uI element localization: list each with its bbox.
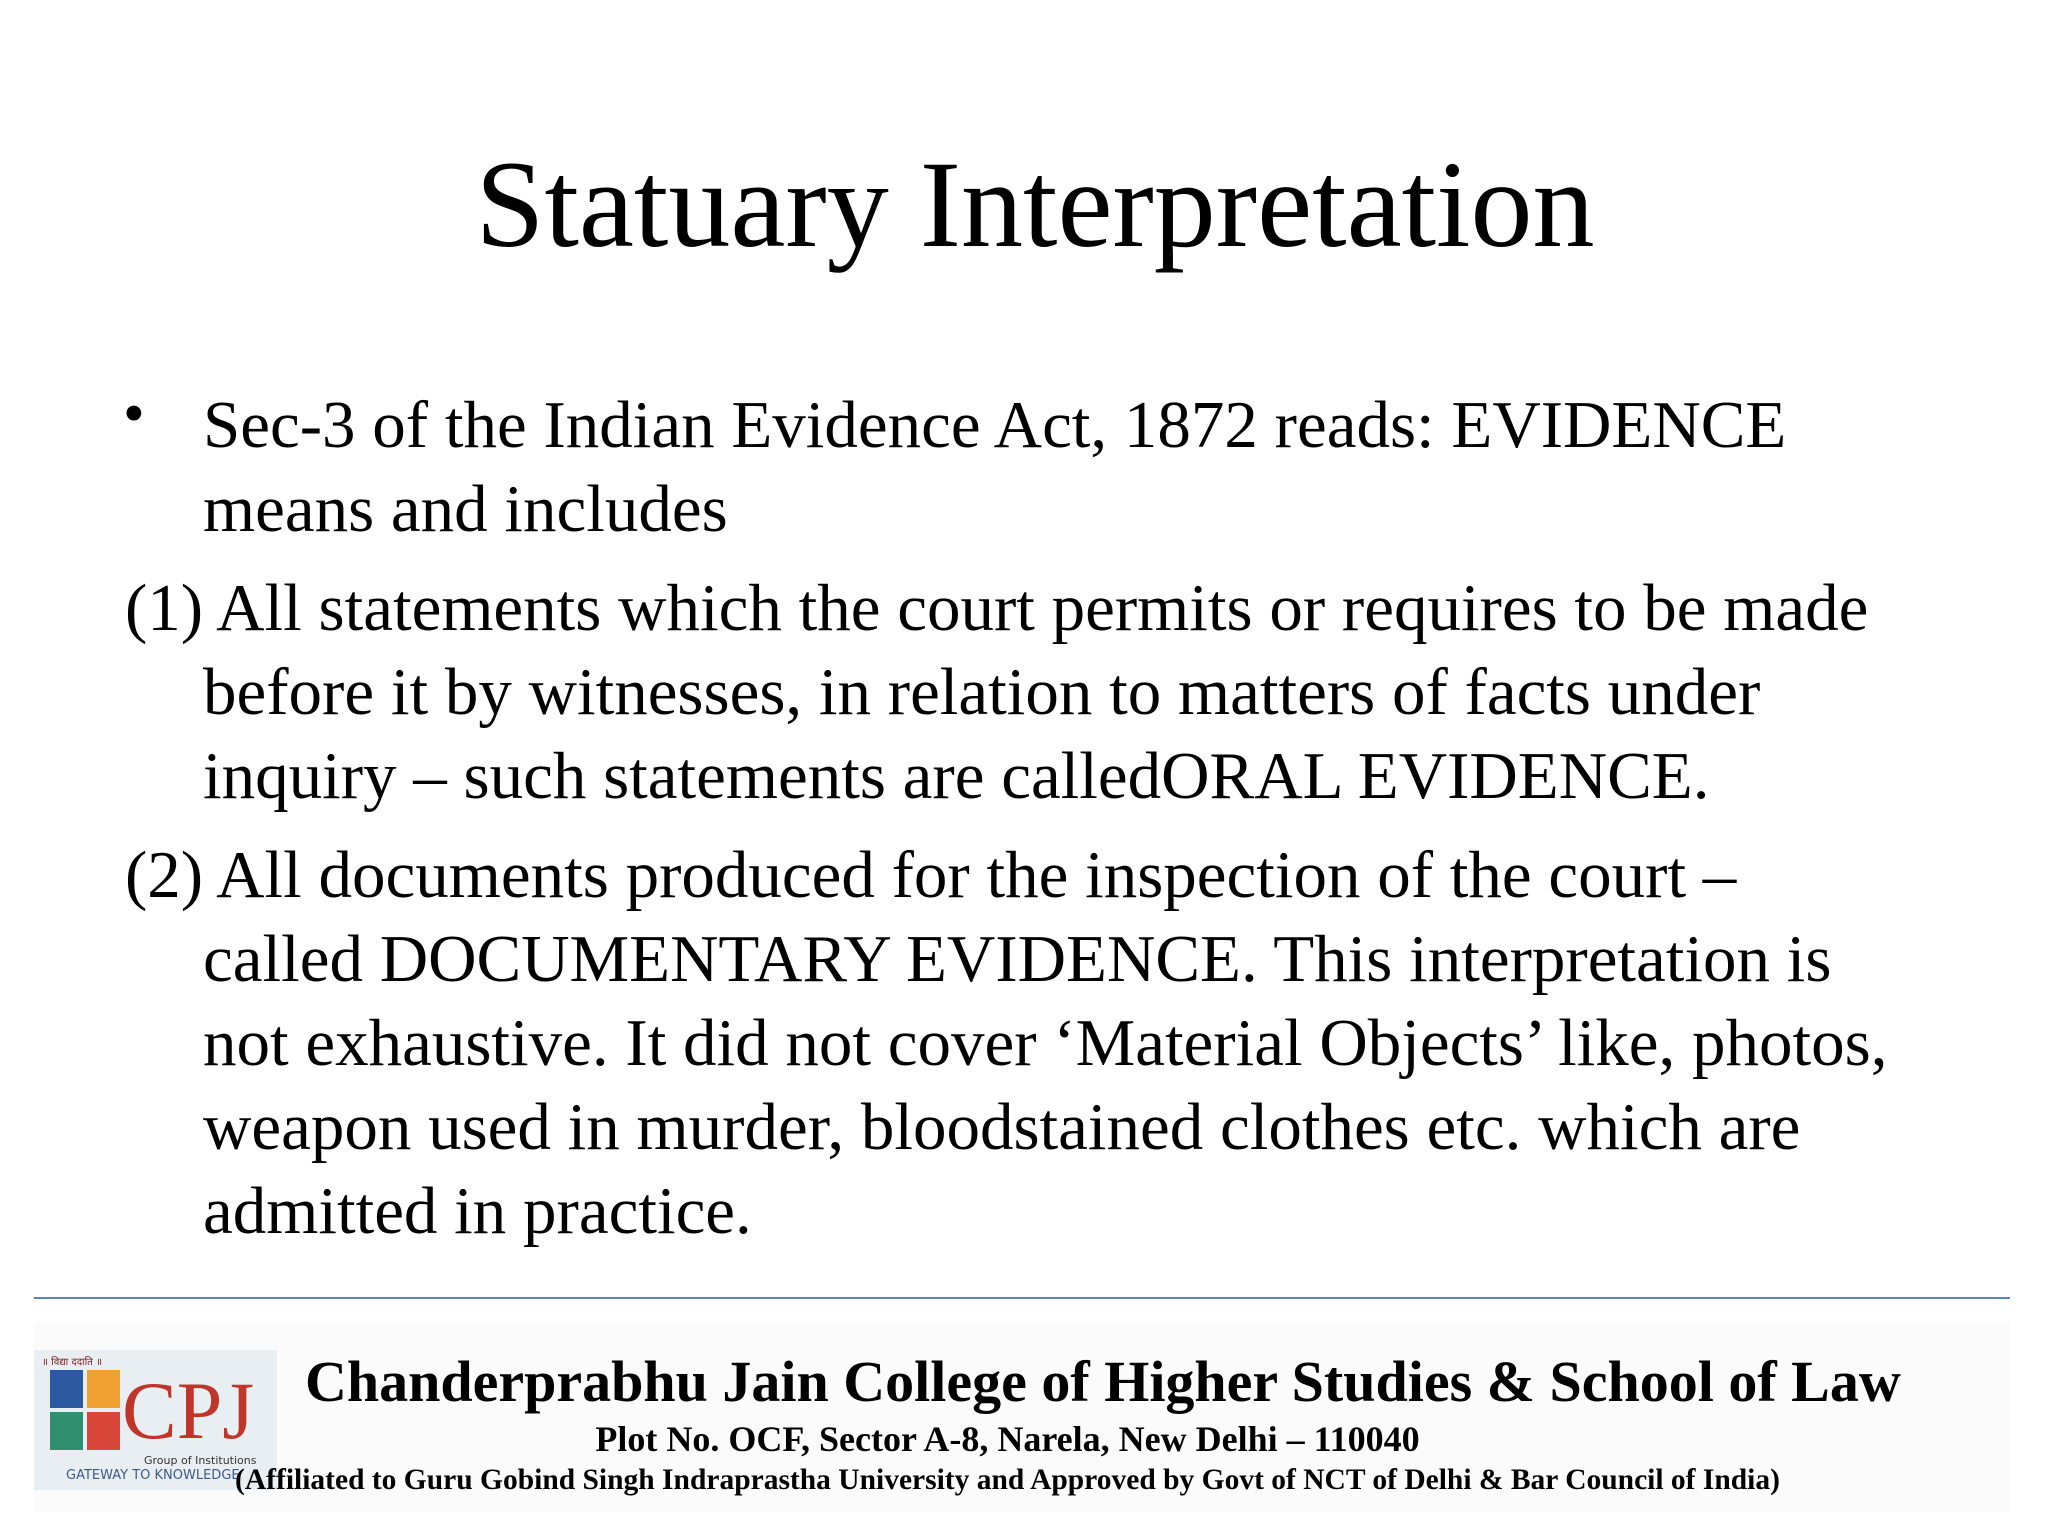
logo-tagline-icon: ॥ विद्या ददाति ॥ [42, 1357, 103, 1368]
logo-gateway-text: GATEWAY TO KNOWLEDGE [66, 1468, 240, 1483]
body-line: inquiry – such statements are calledORAL EVIDENCE. [203, 739, 1710, 813]
body-line: before it by witnesses, in relation to matters of facts under [203, 655, 1761, 729]
college-name: Chanderprabhu Jain College of Higher Studies & School of Law [305, 1349, 1901, 1414]
body-line: Sec-3 of the Indian Evidence Act, 1872 reads: EVIDENCE [203, 388, 1787, 462]
body-line: weapon used in murder, bloodstained clothes etc. which are [203, 1090, 1801, 1164]
graduation-cap-icon [50, 1370, 83, 1408]
slide-title: Statuary Interpretation [475, 136, 1595, 273]
footer-divider [34, 1297, 2010, 1299]
body-line: admitted in practice. [203, 1174, 752, 1248]
body-line: (2) All documents produced for the inspection of the court – [125, 838, 1737, 912]
logo-letters: CPJ [122, 1365, 255, 1456]
body-line: called DOCUMENTARY EVIDENCE. This interpretation is [203, 922, 1832, 996]
college-affiliation: (Affiliated to Guru Gobind Singh Indraprastha University and Approved by Govt of NCT of Delhi & Bar Council of India) [235, 1464, 1780, 1496]
bullet-icon: • [123, 380, 145, 448]
body-line: (1) All statements which the court permits or requires to be made [125, 571, 1869, 645]
college-address: Plot No. OCF, Sector A-8, Narela, New Delhi – 110040 [595, 1419, 1420, 1459]
body-line: not exhaustive. It did not cover ‘Material Objects’ like, photos, [203, 1006, 1888, 1080]
body-line: means and includes [203, 472, 728, 546]
book-icon [87, 1370, 120, 1408]
logo-group-text: Group of Institutions [144, 1454, 257, 1467]
